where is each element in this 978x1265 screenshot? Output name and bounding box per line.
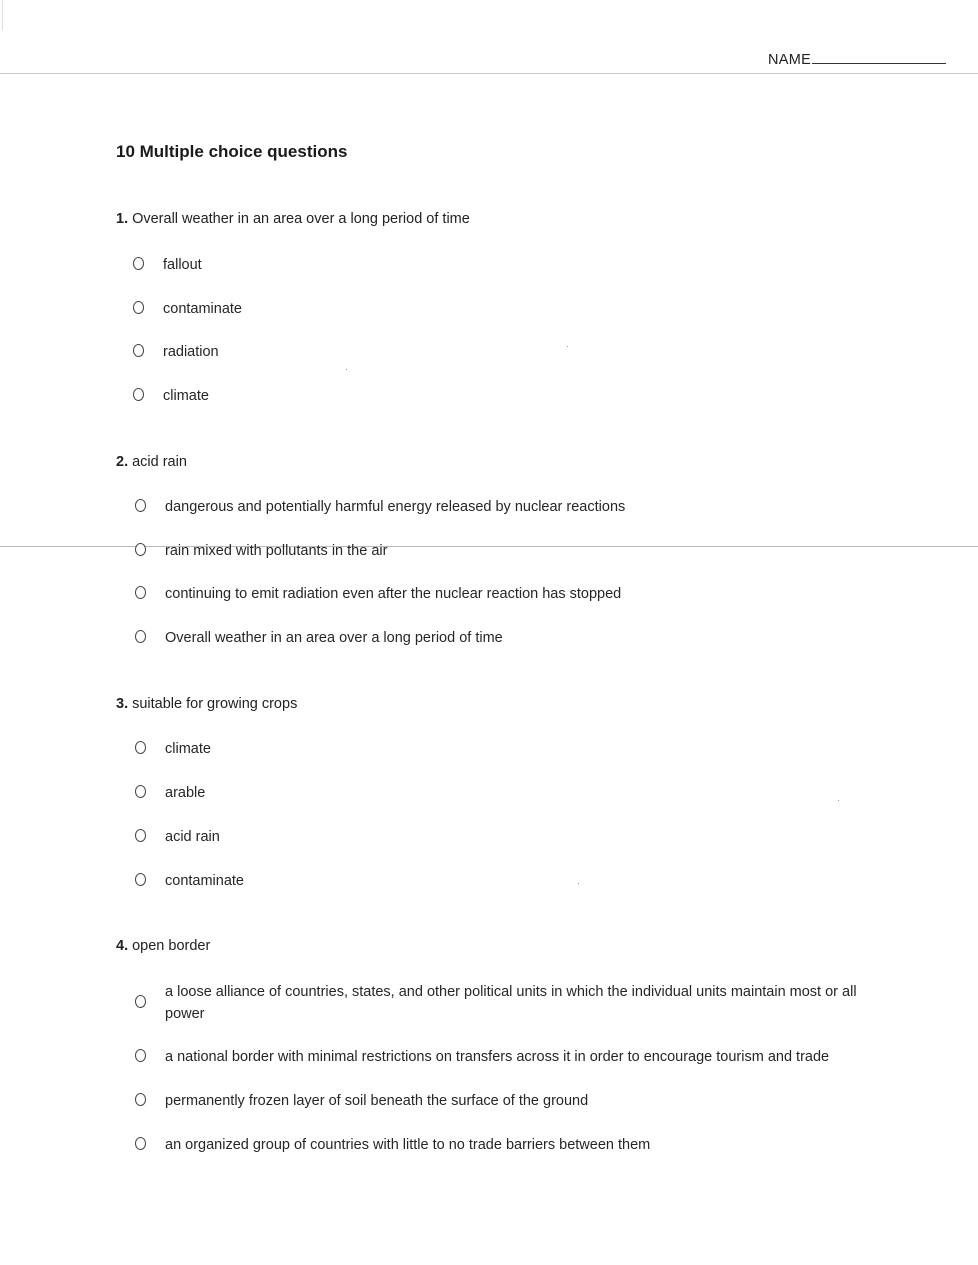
option-2a[interactable] bbox=[135, 492, 895, 522]
option-label: climate bbox=[163, 388, 209, 404]
question-prompt: open border bbox=[132, 938, 211, 954]
option-label: contaminate bbox=[163, 301, 242, 317]
radio-button-icon[interactable] bbox=[135, 829, 146, 842]
radio-button-icon[interactable] bbox=[135, 741, 146, 754]
option-3b[interactable] bbox=[135, 778, 895, 808]
option-label: climate bbox=[165, 741, 211, 757]
option-4c[interactable] bbox=[135, 1086, 895, 1116]
radio-button-icon[interactable] bbox=[133, 257, 144, 270]
radio-button-icon[interactable] bbox=[135, 586, 146, 599]
option-4d[interactable] bbox=[135, 1130, 895, 1160]
question-number: 3. bbox=[116, 696, 129, 712]
option-1a[interactable] bbox=[133, 250, 893, 280]
question-1 bbox=[116, 211, 470, 227]
radio-button-icon[interactable] bbox=[133, 301, 144, 314]
option-2d[interactable] bbox=[135, 623, 895, 653]
radio-button-icon[interactable] bbox=[135, 1049, 146, 1062]
scan-speck bbox=[346, 369, 347, 370]
option-3a[interactable] bbox=[135, 734, 895, 764]
question-3 bbox=[116, 696, 297, 712]
question-prompt: Overall weather in an area over a long period of time bbox=[132, 211, 470, 227]
option-4a[interactable] bbox=[135, 979, 895, 1027]
radio-button-icon[interactable] bbox=[135, 543, 146, 556]
radio-button-icon[interactable] bbox=[135, 630, 146, 643]
radio-button-icon[interactable] bbox=[135, 499, 146, 512]
name-field[interactable] bbox=[768, 52, 946, 68]
scan-edge-mark bbox=[2, 0, 3, 30]
option-2c[interactable] bbox=[135, 579, 895, 609]
option-label: acid rain bbox=[165, 829, 220, 845]
radio-button-icon[interactable] bbox=[133, 344, 144, 357]
option-label: Overall weather in an area over a long period of time bbox=[165, 630, 503, 646]
option-3d[interactable] bbox=[135, 866, 895, 896]
name-label: NAME bbox=[768, 52, 812, 68]
option-label: dangerous and potentially harmful energy released by nuclear reactions bbox=[165, 499, 626, 515]
option-label: radiation bbox=[163, 344, 219, 360]
quiz-title: 10 Multiple choice questions bbox=[116, 142, 348, 161]
option-2b[interactable] bbox=[135, 536, 895, 566]
option-label: fallout bbox=[163, 257, 202, 273]
question-prompt: suitable for growing crops bbox=[132, 696, 298, 712]
option-label: a national border with minimal restrictions on transfers across it in order to encourage tourism and trade bbox=[165, 1049, 830, 1065]
radio-button-icon[interactable] bbox=[133, 388, 144, 401]
option-label: a loose alliance of countries, states, and other political units in which the individual units maintain most or all power bbox=[165, 984, 857, 1022]
radio-button-icon[interactable] bbox=[135, 785, 146, 798]
question-prompt: acid rain bbox=[132, 454, 187, 470]
option-label: permanently frozen layer of soil beneath the surface of the ground bbox=[165, 1093, 589, 1109]
option-4b[interactable] bbox=[135, 1042, 895, 1072]
question-number: 2. bbox=[116, 454, 129, 470]
option-label: continuing to emit radiation even after the nuclear reaction has stopped bbox=[165, 586, 622, 602]
option-label: contaminate bbox=[165, 873, 244, 889]
question-number: 4. bbox=[116, 938, 129, 954]
radio-button-icon[interactable] bbox=[135, 873, 146, 886]
header-rule bbox=[0, 73, 978, 74]
option-label: an organized group of countries with little to no trade barriers between them bbox=[165, 1137, 651, 1153]
option-label: arable bbox=[165, 785, 206, 801]
option-3c[interactable] bbox=[135, 822, 895, 852]
option-1b[interactable] bbox=[133, 294, 893, 324]
radio-button-icon[interactable] bbox=[135, 1137, 146, 1150]
radio-button-icon[interactable] bbox=[135, 1093, 146, 1106]
question-2 bbox=[116, 454, 187, 470]
question-number: 1. bbox=[116, 211, 129, 227]
radio-button-icon[interactable] bbox=[135, 995, 146, 1008]
option-1d[interactable] bbox=[133, 381, 893, 411]
question-4 bbox=[116, 938, 210, 954]
option-1c[interactable] bbox=[133, 337, 893, 367]
name-underline bbox=[812, 63, 946, 64]
option-label: rain mixed with pollutants in the air bbox=[165, 543, 388, 559]
